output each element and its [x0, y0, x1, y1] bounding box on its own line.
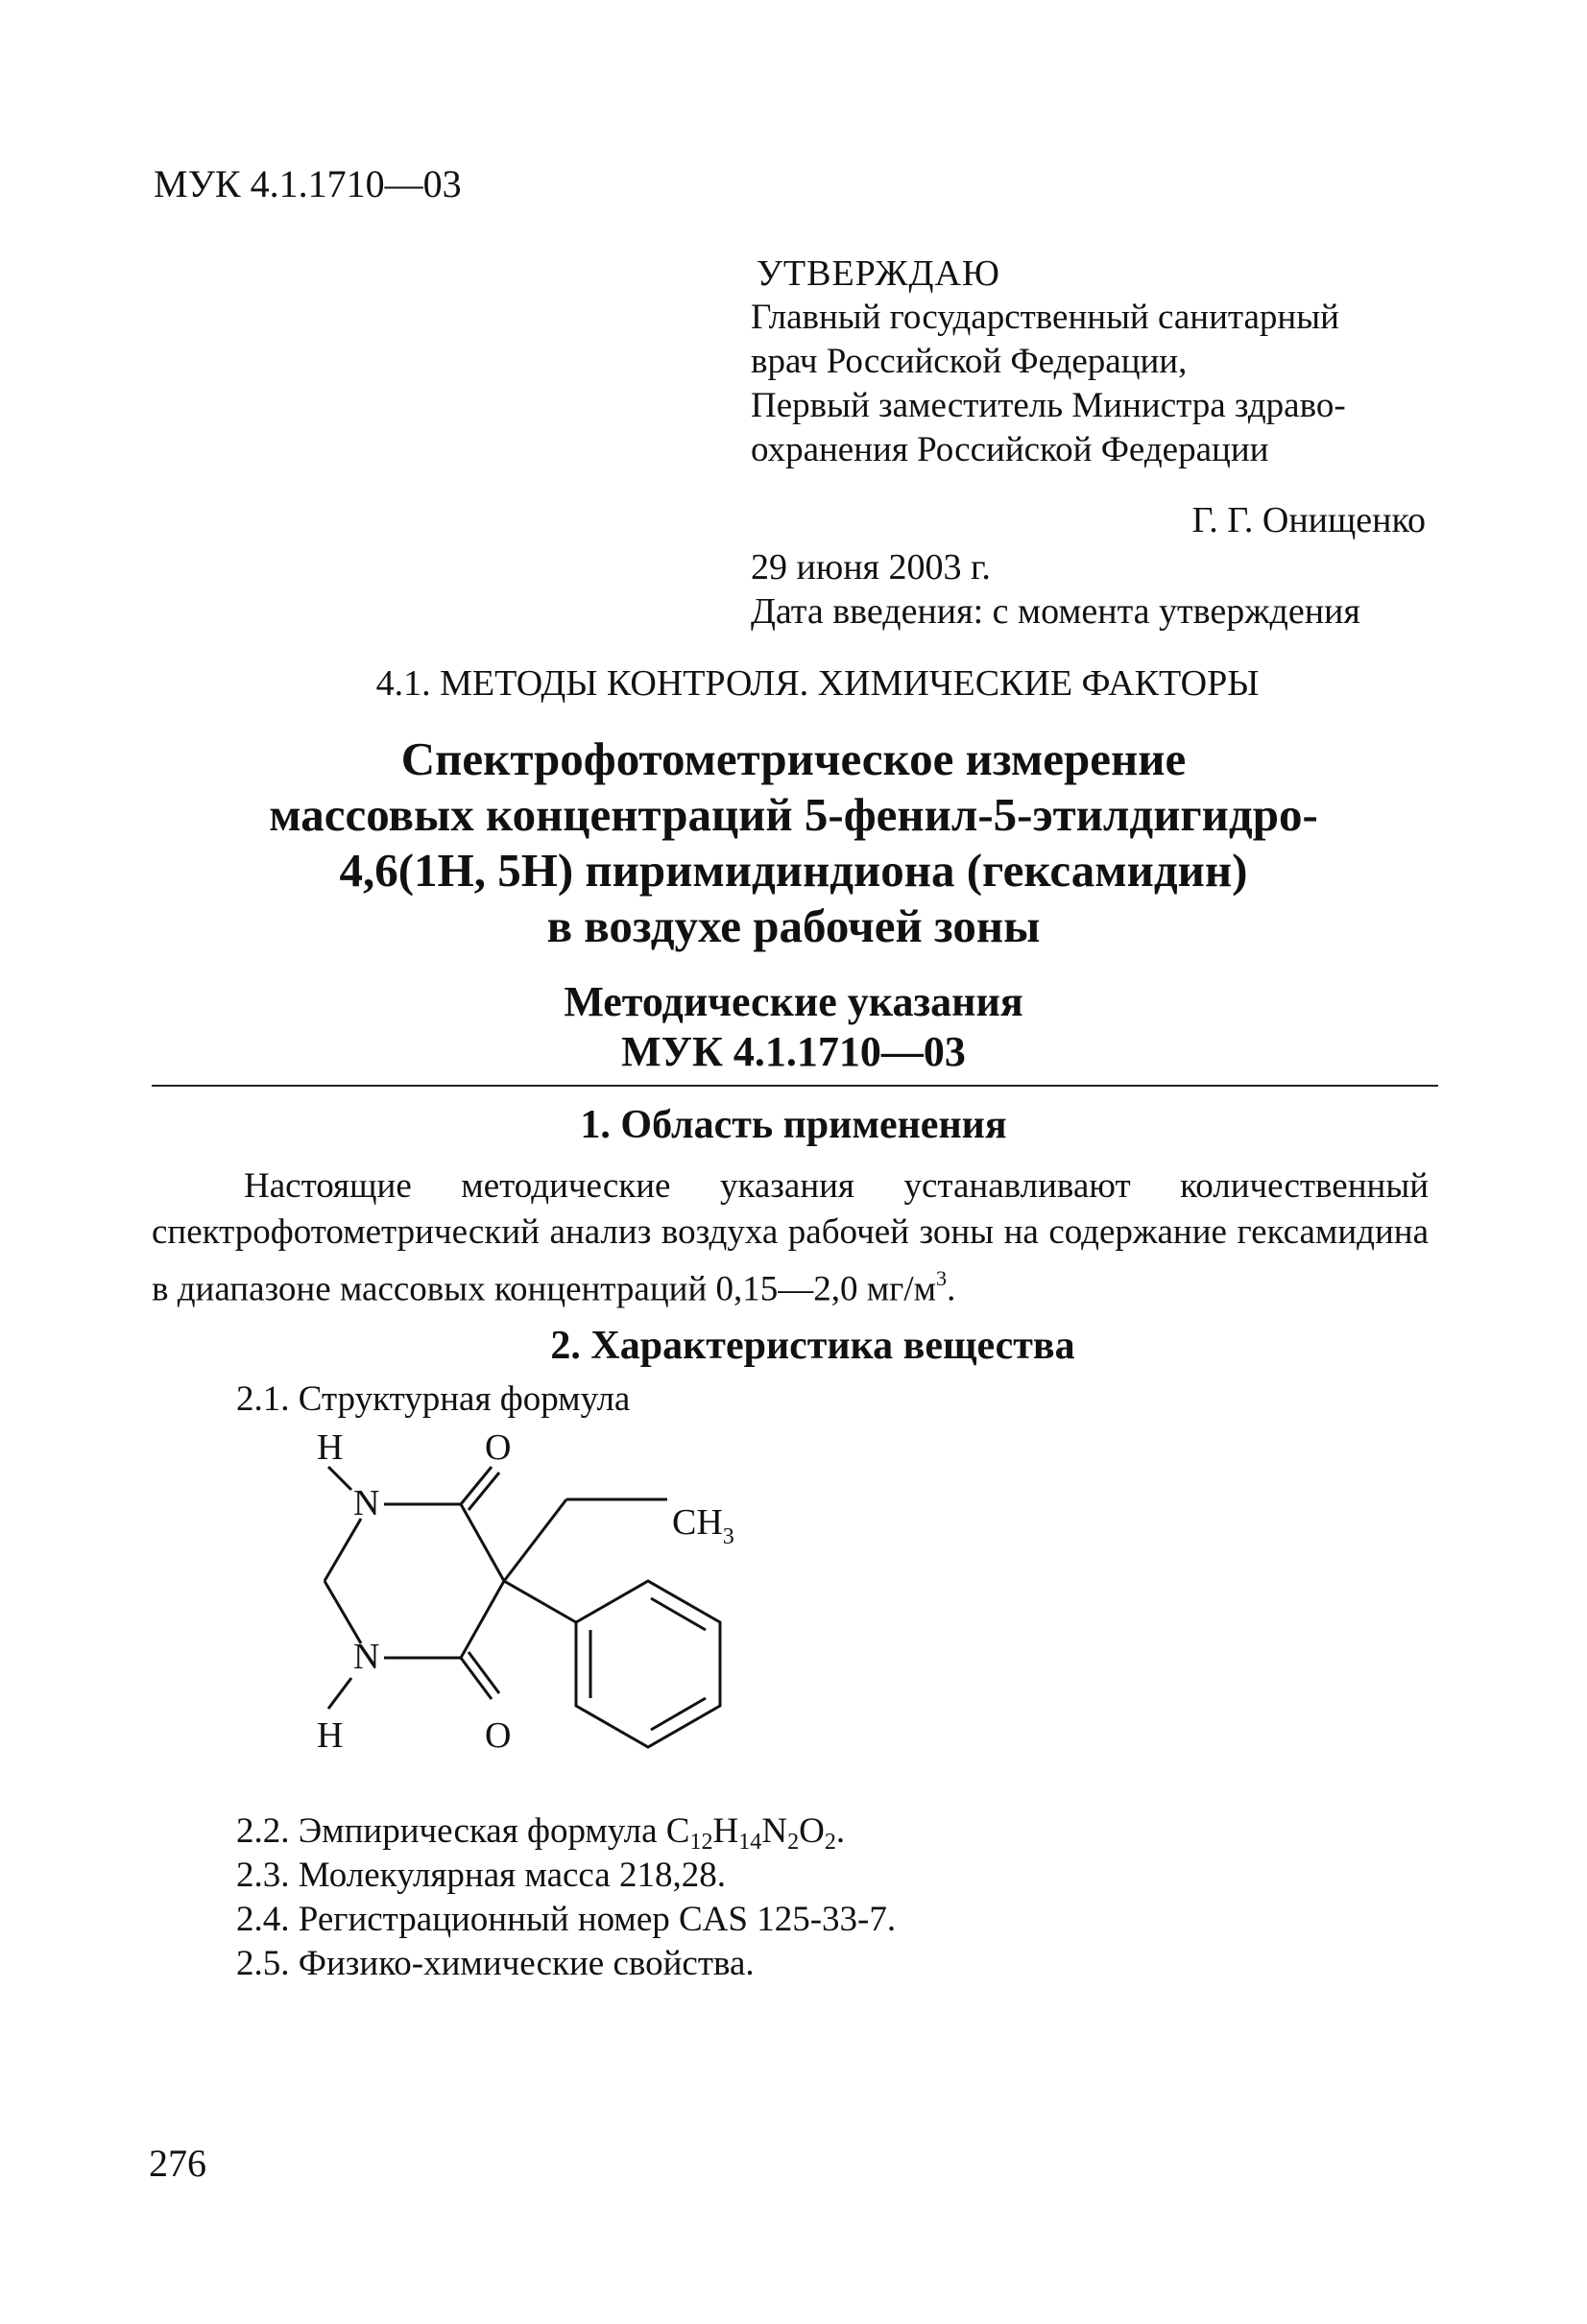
approval-date: 29 июня 2003 г. [751, 547, 991, 587]
approval-line-3: Первый заместитель Министра здраво- [751, 386, 1346, 425]
item-2-3: 2.3. Молекулярная масса 218,28. [236, 1856, 726, 1895]
introduction-date: Дата введения: с момента утверждения [751, 591, 1360, 632]
benzene-ring [576, 1581, 720, 1747]
header-code: МУК 4.1.1710—03 [154, 162, 462, 205]
formula-o-top: O [485, 1427, 512, 1468]
bond-h-n-top [328, 1467, 351, 1490]
formula-h-top: H [317, 1427, 344, 1468]
benzene-inner-bond-2 [651, 1698, 706, 1730]
title-line-1: Спектрофотометрическое измерение [400, 732, 1187, 785]
formula-o-bottom: O [485, 1715, 512, 1756]
bond-phenyl-link [504, 1581, 576, 1622]
approval-line-1: Главный государственный санитарный [751, 298, 1339, 337]
section-1-heading: 1. Область применения [580, 1103, 1007, 1147]
formula-ch3-base: CH [672, 1502, 723, 1543]
item-2-4: 2.4. Регистрационный номер CAS 125-33-7. [236, 1900, 897, 1939]
section-1-text: Настоящие методические указания устанавливают количественный спектрофотометрический анализ воздуха рабочей зоны на содержание гексамидина в диапазоне массовых концентраций 0,15—2,0 мг/м [152, 1166, 1429, 1309]
page-number: 276 [149, 2142, 206, 2185]
bond-n-ch2-top [325, 1519, 361, 1581]
title-line-3: 4,6(1Н, 5Н) пиримидиндиона (гексамидин) [339, 844, 1248, 897]
formula-n-count: 2 [787, 1830, 800, 1856]
bond-c-quaternary-top [461, 1504, 504, 1581]
section-1-end: . [947, 1269, 956, 1309]
signer-name: Г. Г. Онищенко [1191, 500, 1426, 540]
item-2-2: 2.2. Эмпирическая формула $C_{12}H_{14}N_2O_2$. [236, 1811, 846, 1856]
formula-h-count: 14 [738, 1830, 762, 1856]
doc-type-line-2: МУК 4.1.1710—03 [621, 1028, 966, 1075]
doc-type-line-1: Методические указания [564, 978, 1023, 1025]
formula-h-bottom: H [317, 1715, 344, 1756]
document-title [0, 731, 1587, 954]
structural-formula [288, 1421, 826, 1785]
bond-c-quaternary-bottom [461, 1581, 504, 1658]
bond-ethyl-1 [504, 1499, 566, 1581]
formula-c-count: 12 [689, 1830, 713, 1856]
section-1-unit-exponent: 3 [936, 1266, 948, 1290]
title-line-4: в воздухе рабочей зоны [546, 899, 1041, 952]
divider-rule [152, 1085, 1438, 1087]
bond-ch2-n-bottom [325, 1581, 361, 1643]
item-2-2-text: 2.2. Эмпирическая формула C [236, 1811, 690, 1851]
document-type [0, 977, 1587, 1077]
benzene-inner-bond-1 [651, 1598, 706, 1630]
date-block [751, 545, 1360, 634]
title-line-2: массовых концентраций 5-фенил-5-этилдигидро- [269, 788, 1318, 841]
approval-line-2: врач Российской Федерации, [751, 342, 1188, 381]
approval-block [751, 252, 1442, 472]
formula-o-count: 2 [824, 1830, 836, 1856]
item-2-1: 2.1. Структурная формула [236, 1379, 631, 1419]
formula-ch3 [672, 1502, 734, 1549]
formula-n-bottom: N [353, 1637, 380, 1677]
section-title: 4.1. МЕТОДЫ КОНТРОЛЯ. ХИМИЧЕСКИЕ ФАКТОРЫ [375, 663, 1260, 704]
section-1-paragraph [152, 1163, 1429, 1313]
item-2-5: 2.5. Физико-химические свойства. [236, 1944, 755, 1983]
formula-ch3-sub: 3 [722, 1524, 734, 1549]
bond-n-h-bottom [328, 1678, 351, 1709]
approval-title: УТВЕРЖДАЮ [757, 253, 1000, 294]
approval-line-4: охранения Российской Федерации [751, 430, 1269, 469]
formula-n-top: N [353, 1483, 380, 1523]
section-2-heading: 2. Характеристика вещества [550, 1324, 1075, 1368]
